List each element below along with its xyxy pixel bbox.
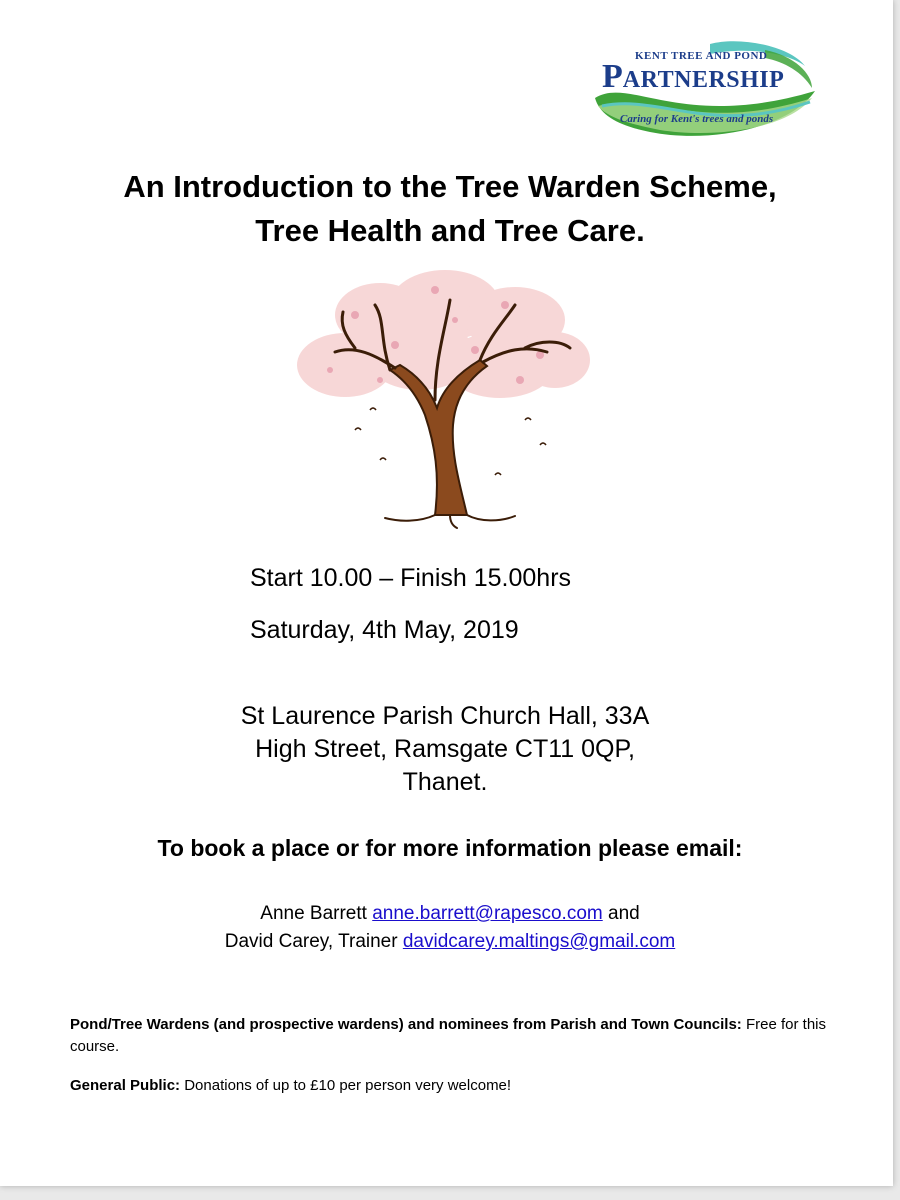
- contact-2-name: David Carey, Trainer: [224, 931, 398, 952]
- venue-address: [150, 700, 740, 799]
- event-times: Start 10.00 – Finish 15.00hrs: [250, 564, 572, 592]
- logo-tagline: Caring for Kent's trees and ponds: [620, 113, 774, 125]
- contacts-block: [100, 900, 800, 956]
- contact-1-email-link[interactable]: anne.barrett@rapesco.com: [372, 903, 603, 924]
- partnership-logo: [590, 36, 820, 141]
- event-date: Saturday, 4th May, 2019: [250, 616, 519, 644]
- title-line-1: An Introduction to the Tree Warden Scheme,: [123, 169, 777, 204]
- logo-top-text: KENT TREE AND POND: [635, 50, 768, 62]
- wardens-note: [70, 1014, 830, 1058]
- venue-line-3: Thanet.: [402, 768, 488, 796]
- contact-2-email-link[interactable]: davidcarey.maltings@gmail.com: [402, 931, 676, 952]
- public-note-text: Donations of up to £10 per person very welcome!: [184, 1077, 512, 1094]
- tree-illustration: [285, 260, 605, 530]
- logo-main-text: [602, 60, 784, 94]
- contact-2: [100, 928, 800, 956]
- booking-heading: To book a place or for more information please email:: [157, 835, 743, 861]
- blossom-tree-icon: [285, 260, 605, 530]
- wardens-note-label: Pond/Tree Wardens (and prospective wardens) and nominees from Parish and Town Councils:: [70, 1016, 742, 1033]
- public-note-label: General Public:: [70, 1077, 181, 1094]
- page-title: [60, 165, 840, 253]
- logo-word: ARTNERSHIP: [622, 67, 785, 93]
- title-line-2: Tree Health and Tree Care.: [255, 213, 645, 248]
- contact-1-suffix: and: [608, 903, 640, 924]
- contact-1-name: Anne Barrett: [260, 903, 367, 924]
- wardens-note-text: Free for this course.: [70, 1016, 826, 1055]
- venue-line-2: High Street, Ramsgate CT11 0QP,: [255, 735, 635, 763]
- venue-line-1: St Laurence Parish Church Hall, 33A: [240, 702, 650, 730]
- public-note: [70, 1075, 830, 1097]
- contact-1: [100, 900, 800, 928]
- logo-initial: P: [602, 58, 623, 95]
